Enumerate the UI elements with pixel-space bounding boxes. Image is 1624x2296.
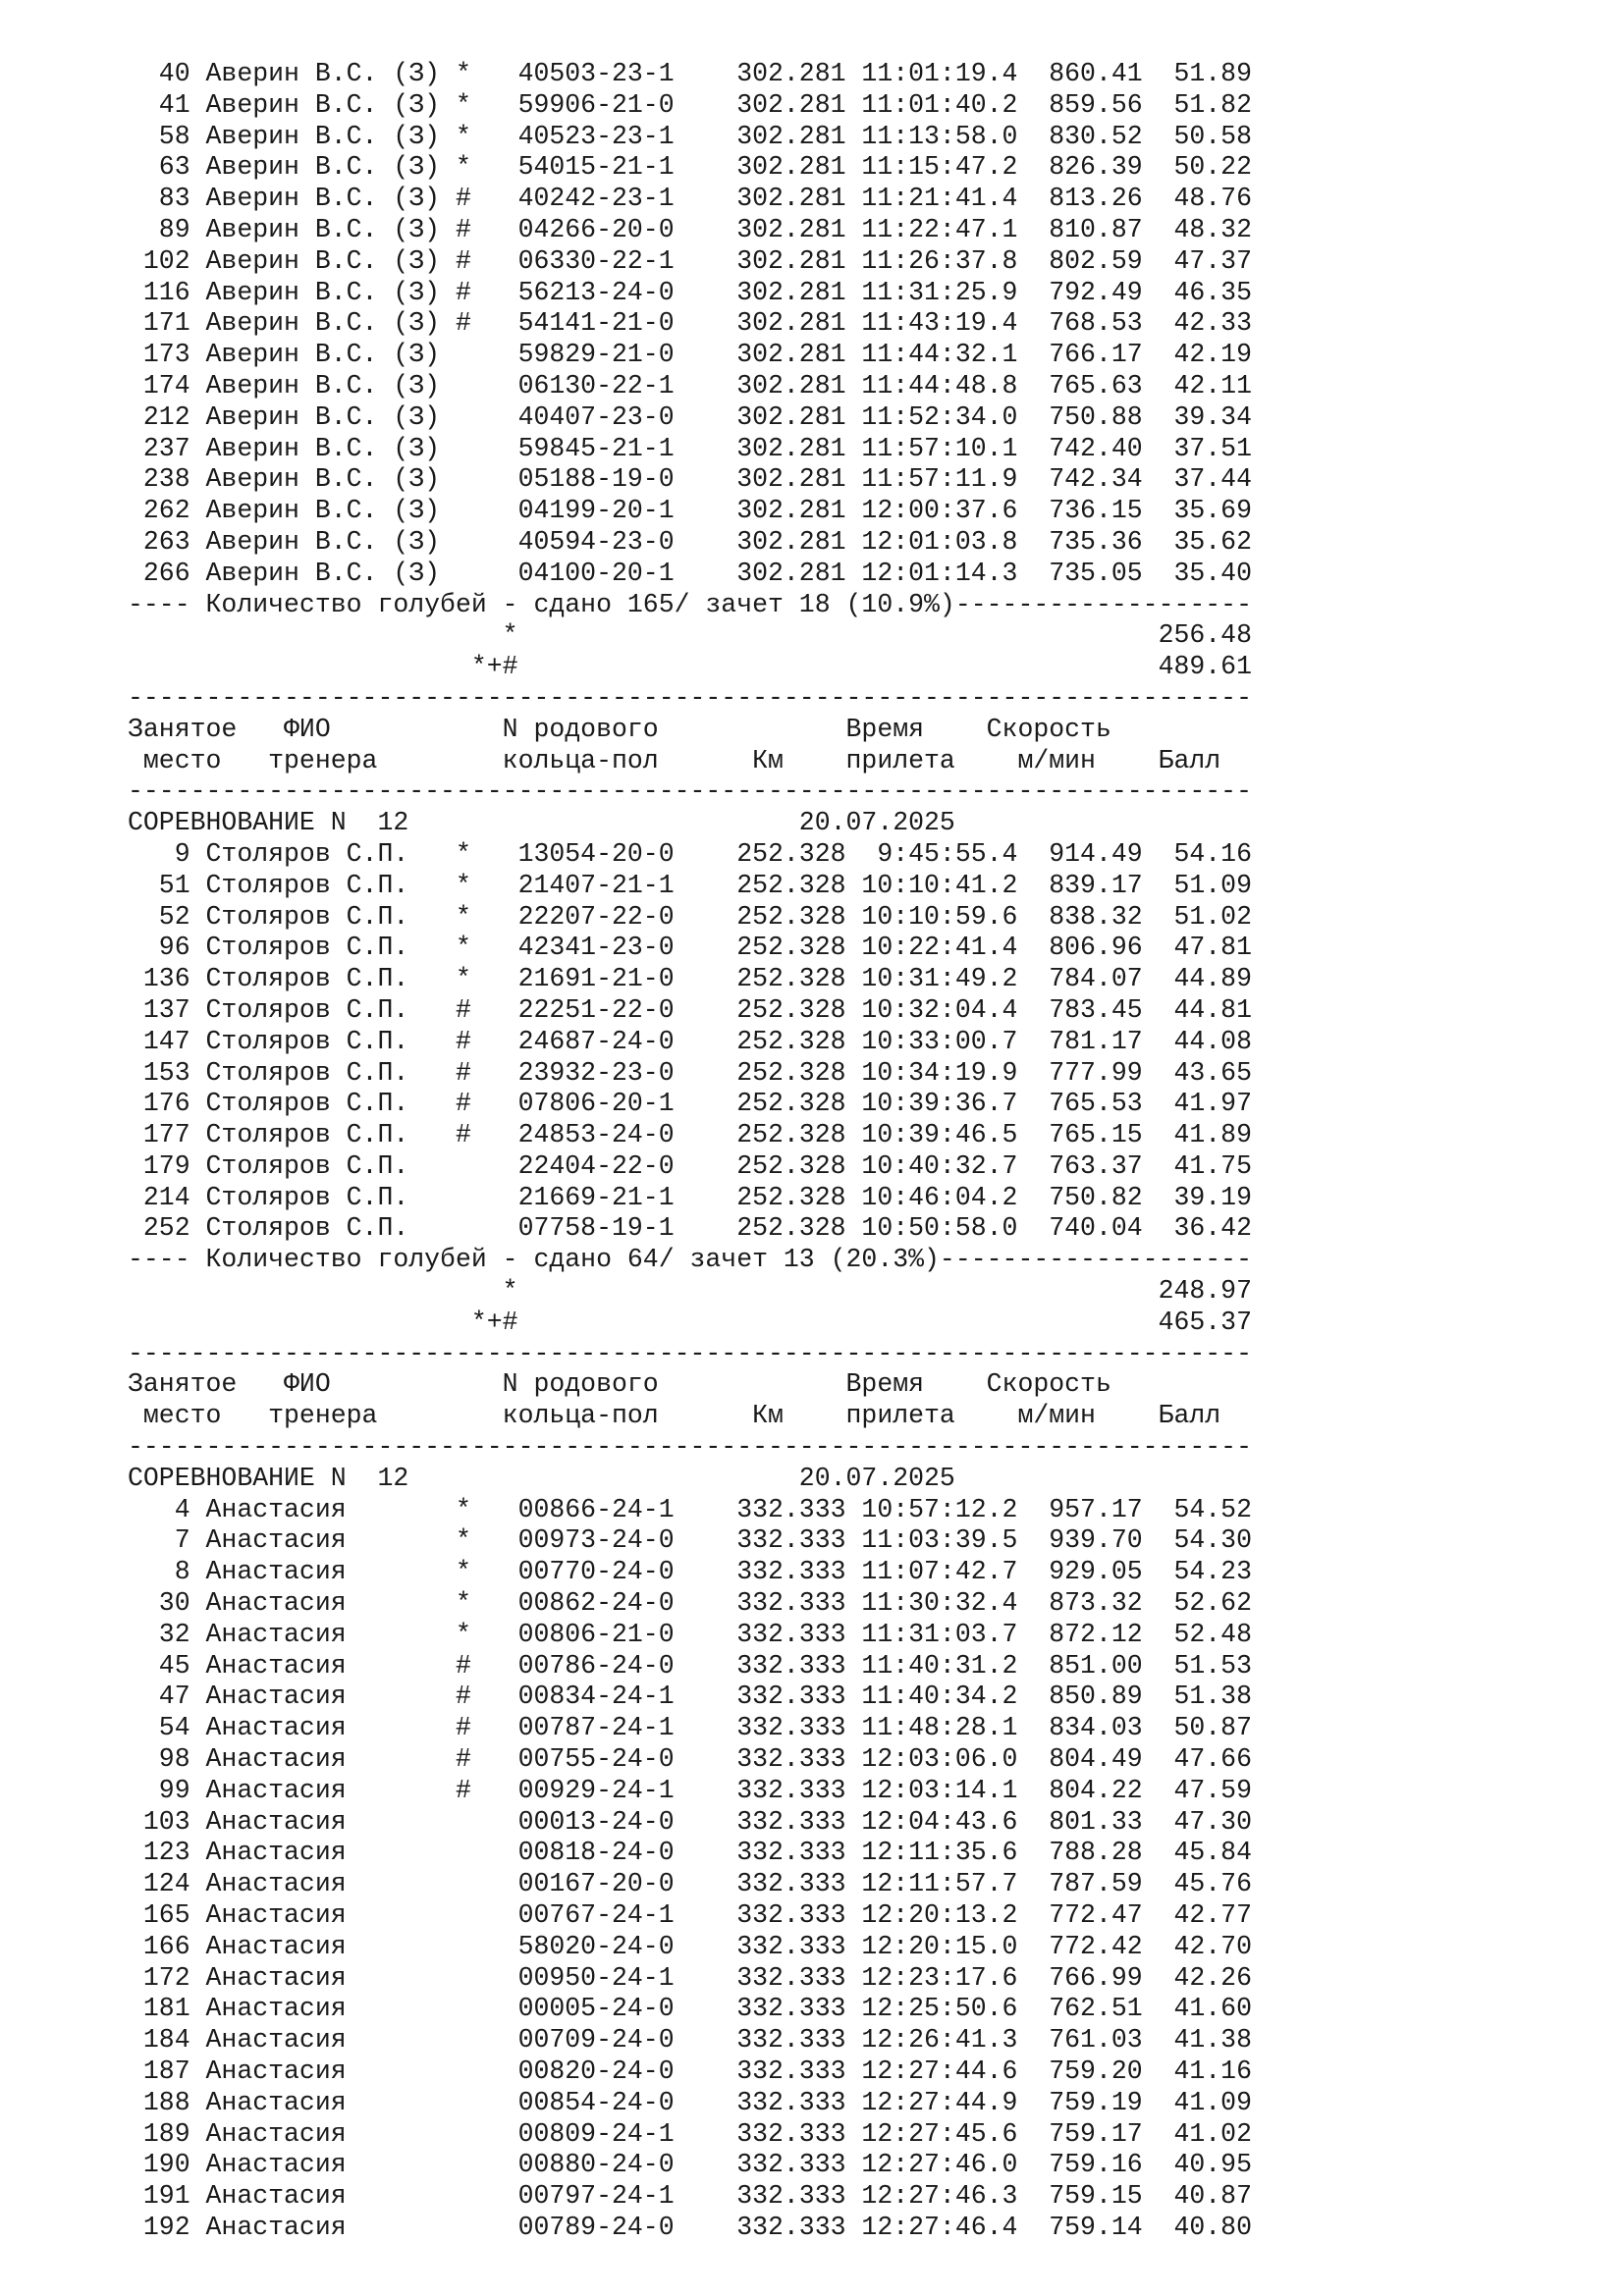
result-row: 171 Аверин В.С. (З) # 54141-21-0 302.281 11:43:19.4 768.53 42.33: [128, 308, 1252, 339]
summary-line: ---- Количество голубей - сдано 165/ зачет 18 (10.9%)-------------------: [128, 589, 1252, 619]
column-header: Занятое ФИО N родового Время Скорость: [128, 714, 1111, 744]
result-row: 187 Анастасия 00820-24-0 332.333 12:27:44.6 759.20 41.16: [128, 2056, 1252, 2086]
result-row: 99 Анастасия # 00929-24-1 332.333 12:03:14.1 804.22 47.59: [128, 1775, 1252, 1805]
result-row: 136 Столяров С.П. * 21691-21-0 252.328 10:31:49.2 784.07 44.89: [128, 964, 1252, 994]
result-row: 102 Аверин В.С. (З) # 06330-22-1 302.281 11:26:37.8 802.59 47.37: [128, 245, 1252, 276]
result-row: 54 Анастасия # 00787-24-1 332.333 11:48:28.1 834.03 50.87: [128, 1713, 1252, 1743]
separator-line: ------------------------------------------------------------------------: [128, 776, 1252, 807]
column-header: место тренера кольца-пол Км прилета м/мин Балл: [128, 745, 1221, 775]
result-row: 153 Столяров С.П. # 23932-23-0 252.328 10:34:19.9 777.99 43.65: [128, 1057, 1252, 1088]
competition-header: СОРЕВНОВАНИЕ N 12 20.07.2025: [128, 1463, 955, 1493]
result-row: 177 Столяров С.П. # 24853-24-0 252.328 10:39:46.5 765.15 41.89: [128, 1120, 1252, 1150]
result-row: 124 Анастасия 00167-20-0 332.333 12:11:57.7 787.59 45.76: [128, 1869, 1252, 1899]
result-row: 192 Анастасия 00789-24-0 332.333 12:27:46.4 759.14 40.80: [128, 2212, 1252, 2242]
result-row: 32 Анастасия * 00806-21-0 332.333 11:31:03.7 872.12 52.48: [128, 1619, 1252, 1649]
result-row: 58 Аверин В.С. (З) * 40523-23-1 302.281 11:13:58.0 830.52 50.58: [128, 121, 1252, 151]
result-row: 172 Анастасия 00950-24-1 332.333 12:23:17.6 766.99 42.26: [128, 1962, 1252, 1993]
result-row: 266 Аверин В.С. (З) 04100-20-1 302.281 12:01:14.3 735.05 35.40: [128, 558, 1252, 588]
result-row: 40 Аверин В.С. (З) * 40503-23-1 302.281 11:01:19.4 860.41 51.89: [128, 59, 1252, 88]
column-header: место тренера кольца-пол Км прилета м/мин Балл: [128, 1401, 1221, 1431]
result-row: 123 Анастасия 00818-24-0 332.333 12:11:35.6 788.28 45.84: [128, 1838, 1252, 1868]
result-row: 63 Аверин В.С. (З) * 54015-21-1 302.281 11:15:47.2 826.39 50.22: [128, 152, 1252, 183]
result-row: 103 Анастасия 00013-24-0 332.333 12:04:43.6 801.33 47.30: [128, 1806, 1252, 1837]
result-row: 45 Анастасия # 00786-24-0 332.333 11:40:31.2 851.00 51.53: [128, 1650, 1252, 1681]
result-row: 179 Столяров С.П. 22404-22-0 252.328 10:40:32.7 763.37 41.75: [128, 1150, 1252, 1181]
result-row: 212 Аверин В.С. (З) 40407-23-0 302.281 11:52:34.0 750.88 39.34: [128, 401, 1252, 432]
result-row: 47 Анастасия # 00834-24-1 332.333 11:40:34.2 850.89 51.38: [128, 1682, 1252, 1712]
total-line: * 248.97: [128, 1276, 1252, 1307]
result-row: 252 Столяров С.П. 07758-19-1 252.328 10:50:58.0 740.04 36.42: [128, 1213, 1252, 1244]
result-row: 30 Анастасия * 00862-24-0 332.333 11:30:32.4 873.32 52.62: [128, 1588, 1252, 1619]
result-row: 52 Столяров С.П. * 22207-22-0 252.328 10:10:59.6 838.32 51.02: [128, 901, 1252, 932]
total-line: * 256.48: [128, 620, 1252, 651]
result-row: 190 Анастасия 00880-24-0 332.333 12:27:46.0 759.16 40.95: [128, 2150, 1252, 2180]
summary-line: ---- Количество голубей - сдано 64/ зачет 13 (20.3%)--------------------: [128, 1245, 1252, 1275]
result-row: 173 Аверин В.С. (З) 59829-21-0 302.281 11:44:32.1 766.17 42.19: [128, 340, 1252, 370]
result-row: 137 Столяров С.П. # 22251-22-0 252.328 10:32:04.4 783.45 44.81: [128, 994, 1252, 1025]
results-document: [128, 59, 1252, 2244]
result-row: 8 Анастасия * 00770-24-0 332.333 11:07:42.7 929.05 54.23: [128, 1557, 1252, 1587]
separator-line: ------------------------------------------------------------------------: [128, 1432, 1252, 1463]
result-row: 116 Аверин В.С. (З) # 56213-24-0 302.281 11:31:25.9 792.49 46.35: [128, 277, 1252, 307]
result-row: 83 Аверин В.С. (З) # 40242-23-1 302.281 11:21:41.4 813.26 48.76: [128, 184, 1252, 214]
result-row: 262 Аверин В.С. (З) 04199-20-1 302.281 12:00:37.6 736.15 35.69: [128, 496, 1252, 526]
result-row: 191 Анастасия 00797-24-1 332.333 12:27:46.3 759.15 40.87: [128, 2181, 1252, 2212]
total-line: *+# 489.61: [128, 652, 1252, 682]
result-row: 174 Аверин В.С. (З) 06130-22-1 302.281 11:44:48.8 765.63 42.11: [128, 370, 1252, 400]
result-row: 98 Анастасия # 00755-24-0 332.333 12:03:06.0 804.49 47.66: [128, 1744, 1252, 1775]
result-row: 165 Анастасия 00767-24-1 332.333 12:20:13.2 772.47 42.77: [128, 1900, 1252, 1931]
result-row: 9 Столяров С.П. * 13054-20-0 252.328 9:45:55.4 914.49 54.16: [128, 838, 1252, 869]
result-row: 263 Аверин В.С. (З) 40594-23-0 302.281 12:01:03.8 735.36 35.62: [128, 526, 1252, 557]
result-row: 188 Анастасия 00854-24-0 332.333 12:27:44.9 759.19 41.09: [128, 2087, 1252, 2117]
result-row: 7 Анастасия * 00973-24-0 332.333 11:03:39.5 939.70 54.30: [128, 1525, 1252, 1556]
total-line: *+# 465.37: [128, 1307, 1252, 1337]
competition-header: СОРЕВНОВАНИЕ N 12 20.07.2025: [128, 808, 955, 838]
result-row: 4 Анастасия * 00866-24-1 332.333 10:57:12.2 957.17 54.52: [128, 1494, 1252, 1524]
result-row: 238 Аверин В.С. (З) 05188-19-0 302.281 11:57:11.9 742.34 37.44: [128, 464, 1252, 495]
result-row: 41 Аверин В.С. (З) * 59906-21-0 302.281 11:01:40.2 859.56 51.82: [128, 89, 1252, 120]
result-row: 51 Столяров С.П. * 21407-21-1 252.328 10:10:41.2 839.17 51.09: [128, 870, 1252, 900]
result-row: 166 Анастасия 58020-24-0 332.333 12:20:15.0 772.42 42.70: [128, 1931, 1252, 1961]
result-row: 184 Анастасия 00709-24-0 332.333 12:26:41.3 761.03 41.38: [128, 2025, 1252, 2056]
separator-line: ------------------------------------------------------------------------: [128, 1338, 1252, 1368]
separator-line: ------------------------------------------------------------------------: [128, 682, 1252, 713]
result-row: 176 Столяров С.П. # 07806-20-1 252.328 10:39:36.7 765.53 41.97: [128, 1089, 1252, 1119]
result-row: 147 Столяров С.П. # 24687-24-0 252.328 10:33:00.7 781.17 44.08: [128, 1026, 1252, 1056]
result-row: 96 Столяров С.П. * 42341-23-0 252.328 10:22:41.4 806.96 47.81: [128, 933, 1252, 963]
result-row: 89 Аверин В.С. (З) # 04266-20-0 302.281 11:22:47.1 810.87 48.32: [128, 214, 1252, 244]
result-row: 181 Анастасия 00005-24-0 332.333 12:25:50.6 762.51 41.60: [128, 1994, 1252, 2024]
result-row: 214 Столяров С.П. 21669-21-1 252.328 10:46:04.2 750.82 39.19: [128, 1182, 1252, 1212]
result-row: 189 Анастасия 00809-24-1 332.333 12:27:45.6 759.17 41.02: [128, 2118, 1252, 2149]
column-header: Занятое ФИО N родового Время Скорость: [128, 1369, 1111, 1400]
result-row: 237 Аверин В.С. (З) 59845-21-1 302.281 11:57:10.1 742.40 37.51: [128, 433, 1252, 463]
